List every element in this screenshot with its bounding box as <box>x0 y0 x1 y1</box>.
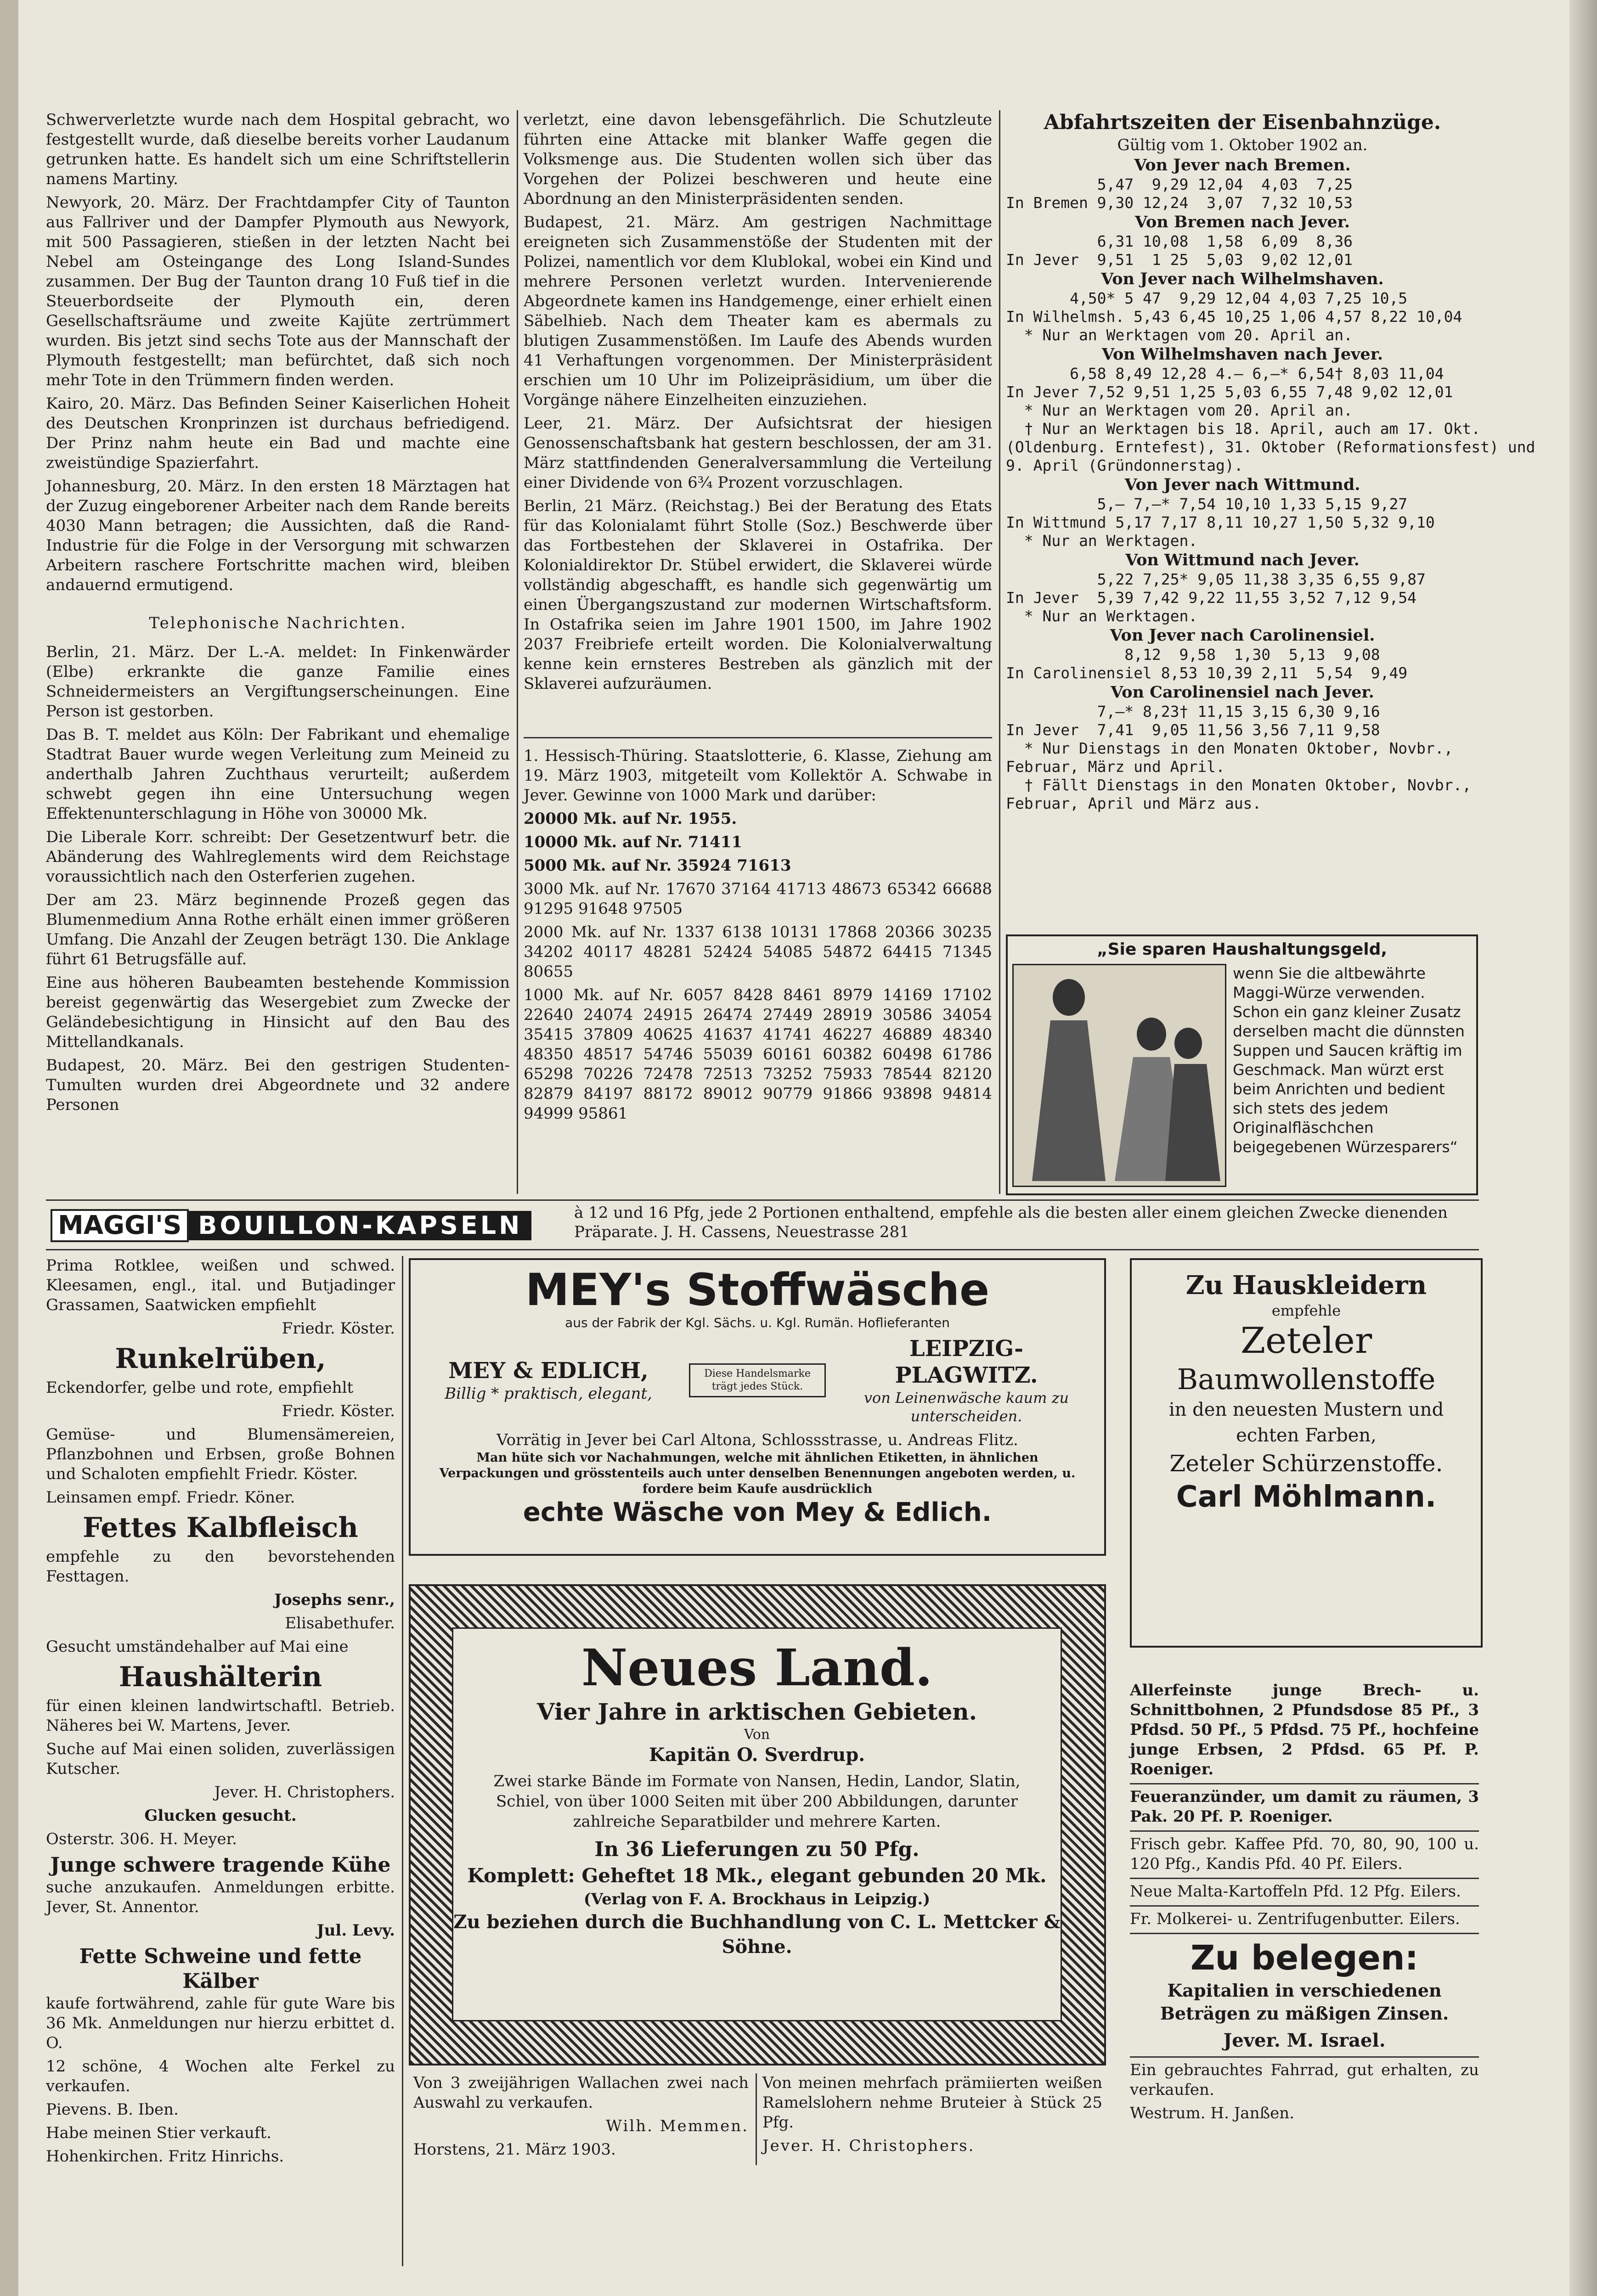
row: In Jever 9,51 1 25 5,03 9,02 12,01 <box>1006 251 1353 269</box>
railway-timetable <box>1006 110 1535 923</box>
book-dealer: Zu beziehen durch die Buchhandlung von C. L. Mettcker & Söhne. <box>453 1911 1061 1958</box>
row: 7,—* 8,23† 11,15 3,15 6,30 9,16 <box>1006 703 1380 720</box>
rule <box>1130 1878 1479 1879</box>
ad-gesucht: Gesucht umständehalber auf Mai eine <box>46 1638 349 1656</box>
article-budapest: Budapest, 20. März. Bei den gestrigen Studenten-Tumulten wurden drei Abgeordnete und 32 andere Personen <box>46 1056 510 1114</box>
article-kairo: Kairo, 20. März. Das Befinden Seiner Kaiserlichen Hoheit des Deutschen Kronprinzen ist durchaus befriedigend. Der Prinz nahm heute ein Bad und machte eine zweistündige Spazierfahrt. <box>46 394 510 472</box>
ad-signature: Jever. H. Christophers. <box>214 1783 395 1801</box>
section-title: Von Jever nach Wilhelmshaven. <box>1101 270 1384 288</box>
ad-ferkel: 12 schöne, 4 Wochen alte Ferkel zu verkaufen. <box>46 2057 395 2095</box>
row: † Nur an Werktagen bis 18. April, auch am 17. Okt. <box>1006 420 1481 438</box>
mey-slogan-2: von Leinenwäsche kaum zu unterscheiden. <box>863 1389 1069 1425</box>
ad-schuerzenstoffe: Zeteler Schürzenstoffe. <box>1169 1450 1443 1477</box>
ad-signature: Friedr. Köster. <box>282 1402 395 1420</box>
timetable-section <box>1006 212 1479 269</box>
ad-signature: Josephs senr., <box>274 1591 395 1609</box>
article-kommission: Eine aus höheren Baubeamten bestehende Kommission bereist gegenwärtig das Wesergebiet zum Zwecke der Geländebesichtigung in Hinsicht auf den Bau des Mittellandkanals. <box>46 974 510 1051</box>
timetable-section <box>1006 625 1479 682</box>
ad-butter: Fr. Molkerei- u. Zentrifugenbutter. Eilers. <box>1130 1910 1460 1928</box>
row: * Nur an Werktagen vom 20. April an. <box>1006 326 1353 344</box>
timetable-section <box>1006 550 1479 625</box>
ad-muster: in den neuesten Mustern und echten Farben, <box>1168 1399 1444 1446</box>
section-title: Von Carolinensiel nach Jever. <box>1111 683 1374 702</box>
row: In Wilhelmsh. 5,43 6,45 10,25 1,06 4,57 8,22 10,04 <box>1006 308 1462 326</box>
neues-land-ad <box>409 1584 1106 2065</box>
ad-schweine-title: Fette Schweine und fette Kälber <box>79 1945 362 1993</box>
article-paragraph: Schwerverletzte wurde nach dem Hospital gebracht, wo festgestellt wurde, daß dieselbe bereits vorher Laudanum getrunken hatte. Es handelt sich um eine Schriftstellerin namens Martiny. <box>46 111 510 188</box>
ad-heading: Zu Hauskleidern <box>1185 1270 1427 1300</box>
article-prozess: Der am 23. März beginnende Prozeß gegen das Blumenmedium Anna Rothe erhält einen immer größeren Umfang. Die Anzahl der Zeugen beträgt 130. Die Anklage führt 61 Betrugsfälle auf. <box>46 891 510 968</box>
maggi-ad <box>1006 934 1478 1195</box>
article-johannesburg: Johannesburg, 20. März. In den ersten 18 Märztagen hat der Zuzug eingeborener Arbeiter nach dem Rande bereits 4030 Mann betragen; die Aussichten, daß die Rand-Industrie für die Folge in der Versorgung mit schwarzen Arbeitern raschere Fortschritte machen wird, bleiben andauernd ermutigend. <box>46 477 510 594</box>
rule <box>1130 2056 1479 2058</box>
ad-haushaelterin-title: Haushälterin <box>119 1661 322 1693</box>
column-1 <box>46 110 510 1194</box>
row: 5,47 9,29 12,04 4,03 7,25 <box>1006 175 1353 193</box>
book-installments: In 36 Lieferungen zu 50 Pfg. <box>594 1838 920 1861</box>
article-koeln: Das B. T. meldet aus Köln: Der Fabrikant und ehemalige Stadtrat Bauer wurde wegen Verleitung zum Meineid zu anderthalb Jahren Zuchthaus verurteilt; außerdem schwebt gegen ihn eine Untersuchung wegen Effektenunterschlagung in Höhe von 30000 Mk. <box>46 726 510 823</box>
column-rule <box>756 2073 757 2165</box>
ad-signature: Hohenkirchen. Fritz Hinrichs. <box>46 2147 284 2166</box>
row: In Jever 7,41 9,05 11,56 3,56 7,11 9,58 <box>1006 721 1380 739</box>
mey-slogan: Billig * praktisch, elegant, <box>445 1384 652 1403</box>
row: In Jever 5,39 7,42 9,22 11,55 3,52 7,12 9,54 <box>1006 589 1417 607</box>
trademark-box: Diese Handelsmarke trägt jedes Stück. <box>689 1363 826 1397</box>
article-reichstag: Berlin, 21 März. (Reichstag.) Bei der Beratung des Etats für das Kolonialamt führt Stolle (Soz.) Beschwerde über das Fortbestehen der Sklaverei in Ostafrika. Der Kolonialdirektor Dr. Stübel erwidert, die Sklaverei würde vollständig abgeschafft, es handle sich gegenwärtig um einen Übergangszustand zur modernen Wirtschaftsform. In Ostafrika seien im Jahre 1901 1500, im Jahre 1902 2037 Freibriefe erteilt worden. Die Kolonialverwaltung kenne kein ernsteres Bestreben als gänzlich mit der Sklaverei aufzuräumen. <box>524 497 992 693</box>
row: (Oldenburg. Erntefest), 31. Oktober (Reformationsfest) und <box>1006 438 1535 456</box>
row: 8,12 9,58 1,30 5,13 9,08 <box>1006 646 1380 664</box>
ad-signature: Pievens. B. Iben. <box>46 2100 179 2119</box>
book-subtitle: Vier Jahre in arktischen Gebieten. <box>536 1698 977 1725</box>
mey-subtitle: aus der Fabrik der Kgl. Sächs. u. Kgl. Rumän. Hoflieferanten <box>565 1315 950 1330</box>
lottery-intro: 1. Hessisch-Thüring. Staatslotterie, 6. Klasse, Ziehung am 19. März 1903, mitgeteilt vom Kollektör A. Schwabe in Jever. Gewinne von 1000 Mark und darüber: <box>524 747 992 805</box>
rule <box>46 1249 1479 1250</box>
maggi-text: wenn Sie die altbewährte Maggi-Würze verwenden. Schon ein ganz kleiner Zusatz derselben macht die dünnsten Suppen und Saucen kräftig im Geschmack. Man würzt erst beim Anrichten und bedient sich stets des jedem Originalfläschchen beigegebenen Würzesparers“ <box>1233 964 1465 1156</box>
article-liberale: Die Liberale Korr. schreibt: Der Gesetzentwurf betr. die Abänderung des Wahlreglements wird dem Reichstage voraussichtlich nach den Osterferien zugehen. <box>46 828 510 886</box>
ad-baumwollenstoffe: Baumwollenstoffe <box>1177 1362 1436 1396</box>
article-continued: verletzt, eine davon lebensgefährlich. Die Schutzleute führten eine Attacke mit blanker Waffe gegen die Volksmenge aus. Die Studenten wollen sich über das Vorgehen der Polizei beschweren und heute eine Abordnung an den Ministerpräsidenten senden. <box>524 111 992 208</box>
column-2 <box>524 110 992 735</box>
maggi-brand: MAGGI'S <box>51 1209 189 1242</box>
article-leer: Leer, 21. März. Der Aufsichtsrat der hiesigen Genossenschaftsbank hat gestern beschlossen, der am 31. März stattfindenden Generalversammlung die Verteilung einer Dividende von 6¾ Prozent vorzuschlagen. <box>524 414 992 492</box>
ad-kuehe-title: Junge schwere tragende Kühe <box>50 1853 391 1877</box>
ad-wallachen-text: Von 3 zweijährigen Wallachen zwei nach Auswahl zu verkaufen. <box>413 2074 749 2112</box>
column-rule <box>999 110 1000 1194</box>
section-heading: Telephonische Nachrichten. <box>149 614 407 632</box>
section-title: Von Jever nach Bremen. <box>1134 156 1351 174</box>
ad-klee: Prima Rotklee, weißen und schwed. Kleesamen, engl., ital. und Butjadinger Grassamen, Saatwicken empfiehlt <box>46 1256 395 1314</box>
mey-company: MEY & EDLICH, <box>448 1358 649 1384</box>
timetable-section <box>1006 155 1479 212</box>
neues-land-inner <box>452 1627 1062 2021</box>
mey-footer: echte Wäsche von Mey & Edlich. <box>523 1497 992 1527</box>
ad-bohnen: Allerfeinste junge Brech- u. Schnittbohnen, 2 Pfundsdose 85 Pf., 3 Pfdsd. 50 Pf., 5 Pfdsd. 75 Pf., hochfeine junge Erbsen, 2 Pfdsd. 65 Pf. P. Roeniger. <box>1130 1681 1479 1778</box>
row: * Nur Dienstags in den Monaten Oktober, Novbr., <box>1006 739 1453 757</box>
ad-signature-place: Elisabethufer. <box>285 1614 395 1632</box>
ad-bruteier <box>762 2073 1102 2174</box>
book-author: Kapitän O. Sverdrup. <box>649 1744 865 1766</box>
ad-empfehle: empfehle <box>1271 1302 1341 1319</box>
lottery-20000: 20000 Mk. auf Nr. 1955. <box>524 810 737 828</box>
row: In Bremen 9,30 12,24 3,07 7,32 10,53 <box>1006 194 1353 212</box>
rule <box>1130 1905 1479 1907</box>
rule <box>1130 1830 1479 1832</box>
timetable-title: Abfahrtszeiten der Eisenbahnzüge. <box>1044 111 1441 134</box>
mey-title: MEY's Stoffwäsche <box>525 1264 990 1316</box>
timetable-subtitle: Gültig vom 1. Oktober 1902 an. <box>1117 136 1368 154</box>
ad-zeteler: Zeteler <box>1240 1320 1372 1362</box>
bouillon-kapseln: BOUILLON-KAPSELN <box>189 1211 531 1240</box>
ad-signature: Wilh. Memmen. <box>606 2117 749 2135</box>
ad-runkelrueben-text: Eckendorfer, gelbe und rote, empfiehlt <box>46 1379 354 1397</box>
lottery-list <box>524 746 992 1196</box>
section-title: Von Jever nach Carolinensiel. <box>1110 626 1375 645</box>
women-illustration <box>1012 964 1226 1187</box>
section-title: Von Bremen nach Jever. <box>1134 213 1350 231</box>
ad-saemereien: Gemüse- und Blumensämereien, Pflanzbohnen und Erbsen, große Bohnen und Schaloten empfiehlt Friedr. Köster. <box>46 1425 395 1483</box>
lottery-1000: 1000 Mk. auf Nr. 6057 8428 8461 8979 14169 17102 22640 24074 24915 26474 27449 28919 30586 34054 35415 37809 40625 41637 41741 46227 46889 48340 48350 48517 54746 55039 60161 60382 60498 61786 65298 70226 72478 72513 73252 75933 78544 82120 82879 84197 88172 89012 90779 91866 93898 94814 94999 95861 <box>524 986 992 1123</box>
ad-runkelrueben-title: Runkelrüben, <box>115 1343 326 1375</box>
book-by: Von <box>744 1727 770 1743</box>
book-publisher: (Verlag von F. A. Brockhaus in Leipzig.) <box>583 1890 931 1908</box>
mey-city: LEIPZIG-PLAGWITZ. <box>895 1336 1038 1388</box>
ad-signature: Osterstr. 306. H. Meyer. <box>46 1830 237 1848</box>
ad-signature: Friedr. Köster. <box>282 1319 395 1338</box>
ad-glucken: Glucken gesucht. <box>144 1806 297 1825</box>
book-title: Neues Land. <box>581 1638 933 1697</box>
ad-feueranzuender: Feueranzünder, um damit zu räumen, 3 Pak. 20 Pf. P. Roeniger. <box>1130 1788 1479 1826</box>
row: 5,— 7,—* 7,54 10,10 1,33 5,15 9,27 <box>1006 495 1408 513</box>
ad-bruteier-text: Von meinen mehrfach prämiierten weißen Ramelslohern nehme Bruteier à Stück 25 Pfg. <box>762 2074 1102 2132</box>
article-berlin: Berlin, 21. März. Der L.-A. meldet: In Finkenwärder (Elbe) erkrankte die ganze Familie eines Schneidermeisters an Vergiftungserscheinungen. Eine Person ist gestorben. <box>46 643 510 720</box>
timetable-section <box>1006 475 1479 550</box>
ad-haushaelterin-text: für einen kleinen landwirtschaftl. Betrieb. Näheres bei W. Martens, Jever. <box>46 1697 395 1735</box>
row: 9. April (Gründonnerstag). <box>1006 456 1243 474</box>
row: 6,31 10,08 1,58 6,09 8,36 <box>1006 232 1353 250</box>
row: Februar, April und März aus. <box>1006 794 1262 812</box>
row: In Wittmund 5,17 7,17 8,11 10,27 1,50 5,32 9,10 <box>1006 513 1435 531</box>
row: 6,58 8,49 12,28 4.— 6,—* 6,54† 8,03 11,04 <box>1006 365 1444 383</box>
article-budapest-2: Budapest, 21. März. Am gestrigen Nachmittage ereigneten sich Zusammenstöße der Studenten mit der Polizei, namentlich vor dem Klublokal, wobei ein Kind und mehrere Personen verletzt wurden. Intervenierende Abgeordnete kamen ins Handgemenge, einer erhielt einen Säbelhieb. Nach dem Theater kam es abermals zu blutigen Zusammenstößen. Im Laufe des Abends wurden 41 Verhaftungen vorgenommen. Der Ministerpräsident erschien um 10 Uhr im Polizeipräsidium, um über die Vorgänge nähere Einzelheiten einzuziehen. <box>524 213 992 409</box>
lottery-5000: 5000 Mk. auf Nr. 35924 71613 <box>524 856 791 875</box>
timetable-section <box>1006 344 1535 475</box>
row: In Carolinensiel 8,53 10,39 2,11 5,54 9,49 <box>1006 664 1408 682</box>
row: Februar, März und April. <box>1006 758 1225 776</box>
book-description: Zwei starke Bände im Formate von Nansen, Hedin, Landor, Slatin, Schiel, von über 1000 Seiten mit über 200 Abbildungen, darunter zahlreiche Separatbilder und mehrere Karten. <box>493 1772 1021 1831</box>
maggi-banner-text: à 12 und 16 Pfg, jede 2 Portionen enthaltend, empfehle als die besten aller einem gleichen Zwecke dienenden Präparate. J. H. Cassens, Neuestrasse 281 <box>574 1204 1448 1241</box>
ad-kuehe-text: suche anzukaufen. Anmeldungen erbitte. Jever, St. Annentor. <box>46 1878 395 1916</box>
ad-kalbfleisch-text: empfehle zu den bevorstehenden Festtagen. <box>46 1548 395 1586</box>
ad-fahrrad: Ein gebrauchtes Fahrrad, gut erhalten, zu verkaufen. <box>1130 2061 1479 2099</box>
ad-wallachen <box>413 2073 749 2174</box>
rule <box>1130 1783 1479 1784</box>
ad-kapitalien: Kapitalien in verschiedenen Beträgen zu mäßigen Zinsen. <box>1160 1980 1449 2024</box>
ad-zu-belegen: Zu belegen: <box>1190 1938 1419 1978</box>
article-newyork: Newyork, 20. März. Der Frachtdampfer City of Taunton aus Fallriver und der Dampfer Plymouth aus Newyork, mit 500 Passagieren, stießen in der letzten Nacht bei Nebel am Osteingange des Long Island-Sundes zusammen. Der Bug der Taunton drang 10 Fuß tief in die Steuerbordseite der Plymouth ein, deren Gesellschaftsräume und zweite Kajüte zertrümmert wurden. Bis jetzt sind sechs Tote aus der Mannschaft der Plymouth festgestellt; man befürchtet, daß sich noch mehr Tote in den Trümmern finden werden. <box>46 193 510 389</box>
maggi-headline: „Sie sparen Haushaltungsgeld, <box>1096 940 1388 959</box>
page-edge <box>1569 0 1597 2296</box>
classifieds-left <box>46 1256 395 2266</box>
ad-signature: Jever. M. Israel. <box>1223 2030 1386 2051</box>
section-title: Von Jever nach Wittmund. <box>1124 475 1360 494</box>
ad-kaffee: Frisch gebr. Kaffee Pfd. 70, 80, 90, 100 u. 120 Pfg., Kandis Pfd. 40 Pf. Eilers. <box>1130 1835 1479 1873</box>
ad-signature: Westrum. H. Janßen. <box>1130 2104 1295 2122</box>
rule <box>524 737 992 738</box>
lottery-2000: 2000 Mk. auf Nr. 1337 6138 10131 17868 20366 30235 34202 40117 48281 52424 54085 54872 64415 71345 80655 <box>524 923 992 981</box>
book-price: Komplett: Geheftet 18 Mk., elegant gebunden 20 Mk. <box>467 1864 1047 1887</box>
column-rule <box>517 110 518 1194</box>
timetable-section <box>1006 682 1479 813</box>
section-title: Von Wittmund nach Jever. <box>1125 551 1360 569</box>
zeteler-ad <box>1130 1258 1483 1648</box>
row: * Nur an Werktagen. <box>1006 532 1198 550</box>
lottery-10000: 10000 Mk. auf Nr. 71411 <box>524 833 743 851</box>
lottery-3000: 3000 Mk. auf Nr. 17670 37164 41713 48673 65342 66688 91295 91648 97505 <box>524 880 992 918</box>
ad-merchant: Carl Möhlmann. <box>1176 1480 1437 1514</box>
ad-signature: Jul. Levy. <box>316 1921 395 1940</box>
mey-edlich-ad <box>409 1258 1106 1556</box>
ad-kalbfleisch-title: Fettes Kalbfleisch <box>82 1512 359 1544</box>
row: * Nur an Werktagen. <box>1006 607 1198 625</box>
ad-kartoffeln: Neue Malta-Kartoffeln Pfd. 12 Pfg. Eilers. <box>1130 1882 1461 1901</box>
ad-leinsamen: Leinsamen empf. Friedr. Köner. <box>46 1488 295 1507</box>
binding-gutter <box>0 0 18 2296</box>
row: 5,22 7,25* 9,05 11,38 3,35 6,55 9,87 <box>1006 570 1426 588</box>
ad-kutscher: Suche auf Mai einen soliden, zuverlässigen Kutscher. <box>46 1740 395 1778</box>
ad-place-date: Horstens, 21. März 1903. <box>413 2140 616 2159</box>
maggi-banner <box>51 1209 565 1243</box>
section-title: Von Wilhelmshaven nach Jever. <box>1101 345 1383 364</box>
row: * Nur an Werktagen vom 20. April an. <box>1006 401 1353 419</box>
mey-warning: Man hüte sich vor Nachahmungen, welche mit ähnlichen Etiketten, in ähnlichen Verpackungen und grösstenteils auch unter denselben Benennungen angeboten werden, u. fordere beim Kaufe ausdrücklich <box>439 1451 1076 1496</box>
timetable-section <box>1006 269 1479 344</box>
classifieds-right <box>1130 1681 1479 2278</box>
ad-signature: Jever. H. Christophers. <box>762 2137 975 2155</box>
mey-stockist: Vorrätig in Jever bei Carl Altona, Schlossstrasse, u. Andreas Flitz. <box>497 1431 1018 1449</box>
row: 4,50* 5 47 9,29 12,04 4,03 7,25 10,5 <box>1006 289 1408 307</box>
row: † Fällt Dienstags in den Monaten Oktober, Novbr., <box>1006 776 1472 794</box>
ad-schweine-text: kaufe fortwährend, zahle für gute Ware bis 36 Mk. Anmeldungen nur hierzu erbittet d. O. <box>46 1994 395 2052</box>
column-rule <box>402 1256 403 2266</box>
rule <box>46 1199 1479 1201</box>
row: In Jever 7,52 9,51 1,25 5,03 6,55 7,48 9,02 12,01 <box>1006 383 1453 401</box>
ad-stier: Habe meinen Stier verkauft. <box>46 2124 271 2142</box>
rule <box>1130 1933 1479 1934</box>
